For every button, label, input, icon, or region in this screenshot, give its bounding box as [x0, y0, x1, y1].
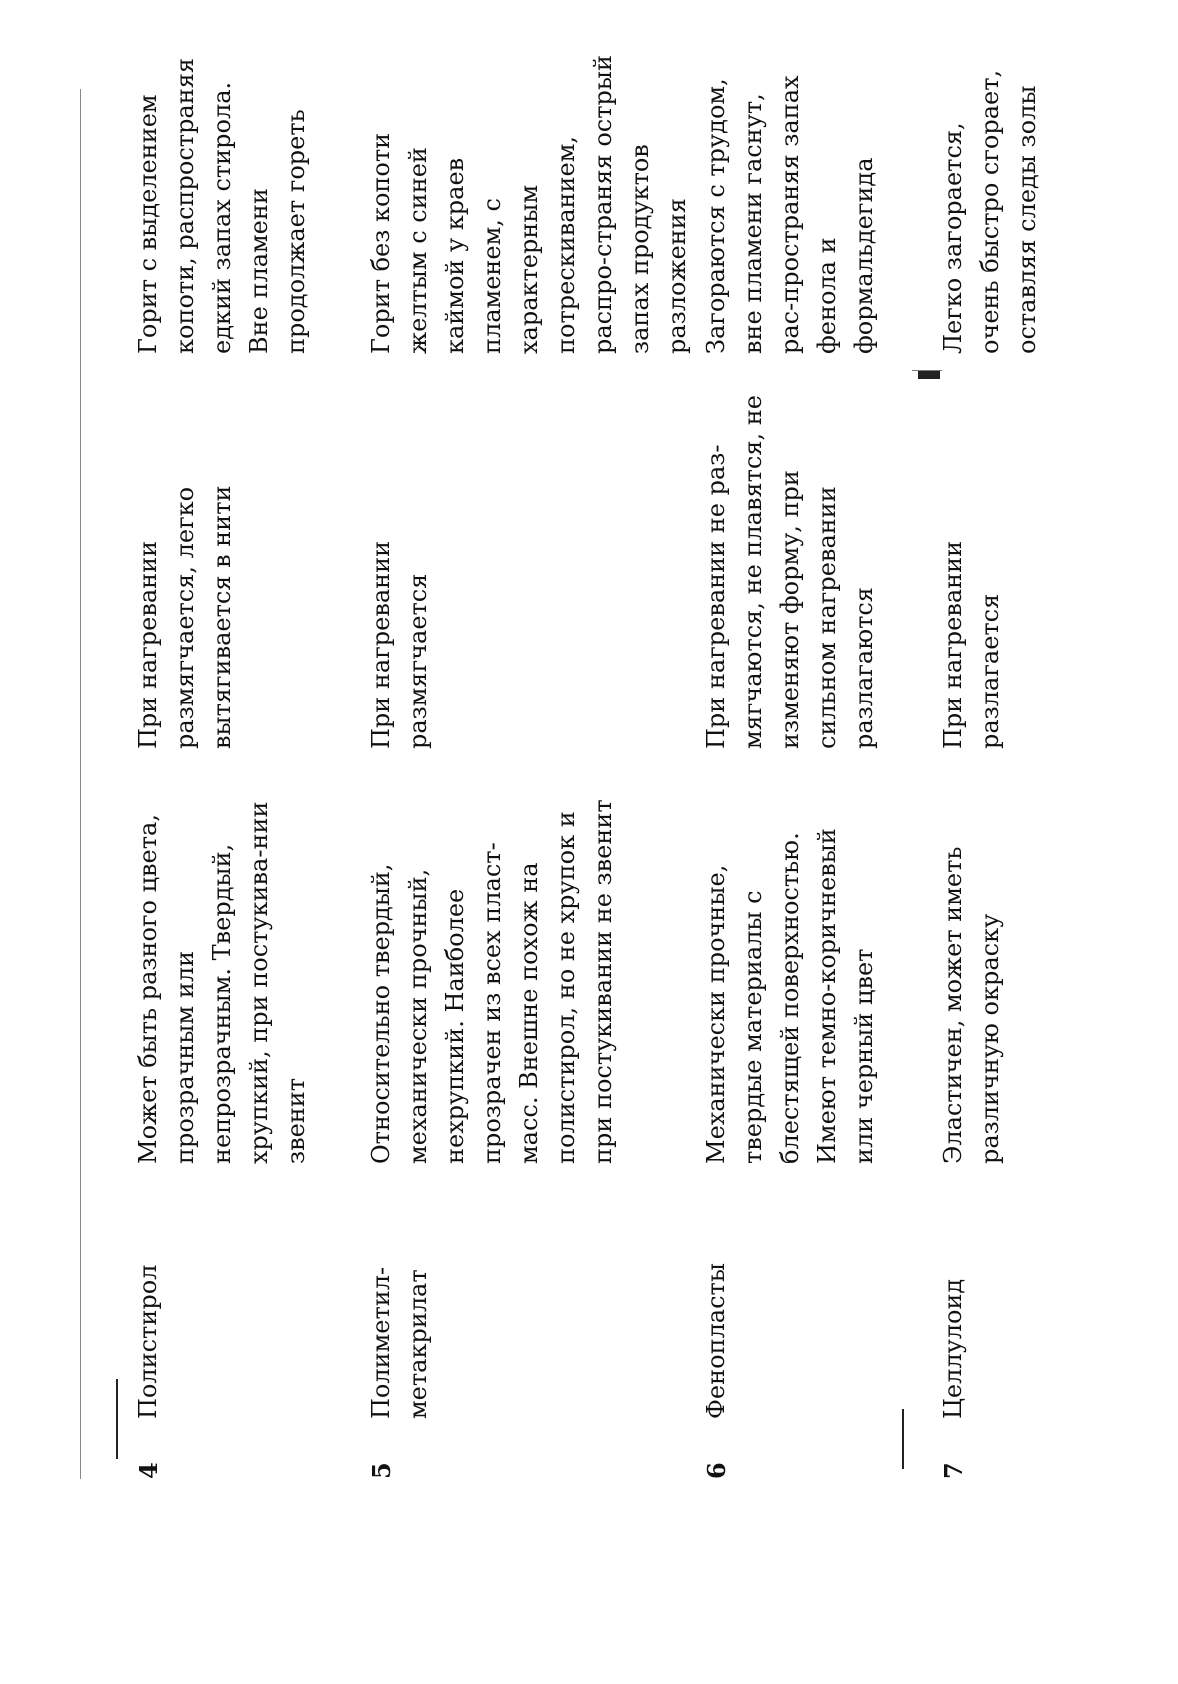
table-top-rule [80, 89, 81, 1479]
material-name: Фенопласты [702, 1263, 730, 1419]
burning-text: Загораются с трудом, вне пламени гаснут, рас-пространяя запах фенола и формальдегида [702, 75, 878, 354]
appearance-text: Эластичен, может иметь различную окраску [939, 846, 1004, 1164]
material-name: Полистирол [134, 1264, 162, 1419]
row-number: 7 [939, 1462, 968, 1479]
rule-fragment [912, 370, 942, 371]
burning-text: Горит без копоти желтым с синей каймой у краев пламенем, с характерным потрескиванием, распро-страняя острый запах продуктов разложения [367, 55, 691, 354]
plastics-table [80, 55, 1100, 1479]
appearance-text: Может быть разного цвета, прозрачным или непрозрачным. Твердый, хрупкий, при постукива-нии звенит [134, 801, 310, 1164]
burning-text: Легко загорается, очень быстро сгорает, оставляя следы золы [939, 69, 1041, 354]
heating-text: При нагревании размягчается [367, 540, 432, 749]
heating-text: При нагревании размягчается, легко вытягивается в нити [134, 485, 236, 749]
rule-fragment [902, 1409, 904, 1469]
rule-fragment [116, 1379, 118, 1459]
row-number: 4 [134, 1462, 163, 1479]
material-name: Полиметил-метакрилат [367, 1266, 432, 1419]
appearance-text: Механически прочные, твердые материалы с блестящей поверхностью. Имеют темно-коричневый или черный цвет [702, 828, 878, 1164]
row-number: 6 [702, 1462, 731, 1479]
burning-text: Горит с выделением копоти, распространяя едкий запах стирола. Вне пламени продолжает гореть [134, 57, 310, 354]
row-number: 5 [367, 1462, 396, 1479]
heating-text: При нагревании не раз-мягчаются, не плавятся, не изменяют форму, при сильном нагревании разлагаются [702, 395, 878, 749]
heating-text: При нагревании разлагается [939, 540, 1004, 749]
appearance-text: Относительно твердый, механически прочный, нехрупкий. Наиболее прозрачен из всех пласт-масс. Внешне похож на полистирол, но не хрупок и при постукивании не звенит [367, 799, 617, 1164]
material-name: Целлулоид [939, 1278, 967, 1419]
rule-fragment [918, 371, 940, 379]
